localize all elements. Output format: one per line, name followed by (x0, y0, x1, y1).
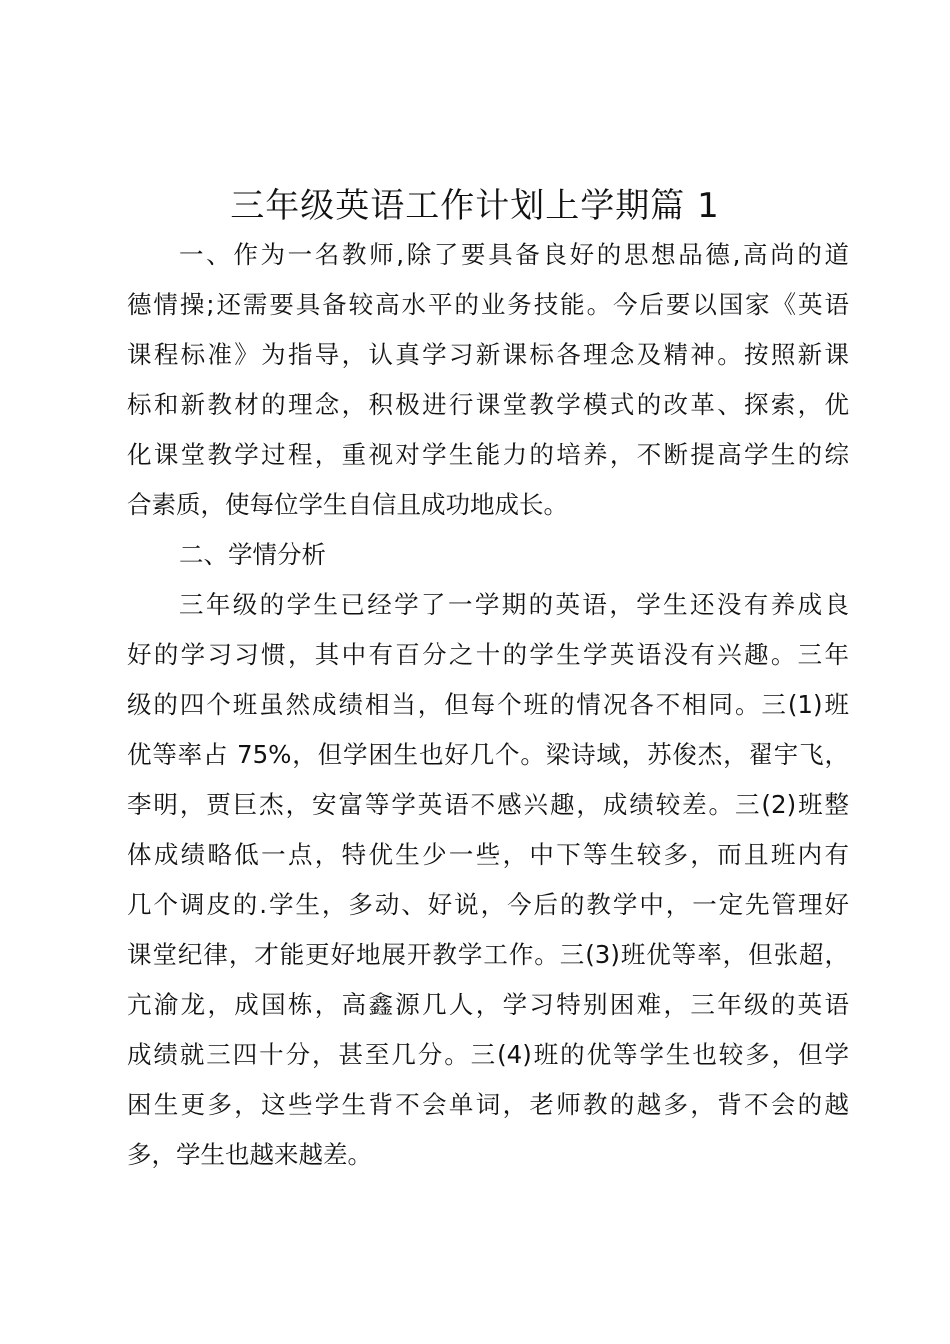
paragraph-line: 李明，贾巨杰，安富等学英语不感兴趣，成绩较差。三(2)班整 (127, 790, 849, 819)
paragraph-line: 多，学生也越来越差。 (127, 1140, 372, 1169)
paragraph-line: 困生更多，这些学生背不会单词，老师教的越多，背不会的越 (127, 1090, 849, 1119)
paragraph-line: 三年级的学生已经学了一学期的英语，学生还没有养成良 (179, 590, 849, 619)
paragraph-line: 优等率占 75%，但学困生也好几个。梁诗域，苏俊杰，翟宇飞， (127, 740, 849, 769)
paragraph-line: 一、作为一名教师,除了要具备良好的思想品德,高尚的道 (179, 240, 849, 269)
paragraph-line: 几个调皮的.学生，多动、好说，今后的教学中，一定先管理好 (127, 890, 849, 919)
paragraph-line: 成绩就三四十分，甚至几分。三(4)班的优等学生也较多，但学 (127, 1040, 849, 1069)
paragraph-line: 体成绩略低一点，特优生少一些，中下等生较多，而且班内有 (127, 840, 849, 869)
document-title: 三年级英语工作计划上学期篇 1 (230, 186, 720, 226)
paragraph-line: 标和新教材的理念，积极进行课堂教学模式的改革、探索，优 (127, 390, 849, 419)
paragraph-line: 级的四个班虽然成绩相当，但每个班的情况各不相同。三(1)班 (127, 690, 849, 719)
paragraph-line: 课堂纪律，才能更好地展开教学工作。三(3)班优等率，但张超， (127, 940, 849, 969)
paragraph-line: 好的学习习惯，其中有百分之十的学生学英语没有兴趣。三年 (127, 640, 849, 669)
paragraph-line: 合素质，使每位学生自信且成功地成长。 (127, 490, 568, 519)
paragraph-line: 课程标准》为指导，认真学习新课标各理念及精神。按照新课 (127, 340, 849, 369)
paragraph-line: 德情操;还需要具备较高水平的业务技能。今后要以国家《英语 (127, 290, 849, 319)
paragraph-line: 亢渝龙，成国栋，高鑫源几人，学习特别困难，三年级的英语 (127, 990, 849, 1019)
paragraph-line: 化课堂教学过程，重视对学生能力的培养，不断提高学生的综 (127, 440, 849, 469)
section-heading: 二、学情分析 (179, 540, 326, 569)
